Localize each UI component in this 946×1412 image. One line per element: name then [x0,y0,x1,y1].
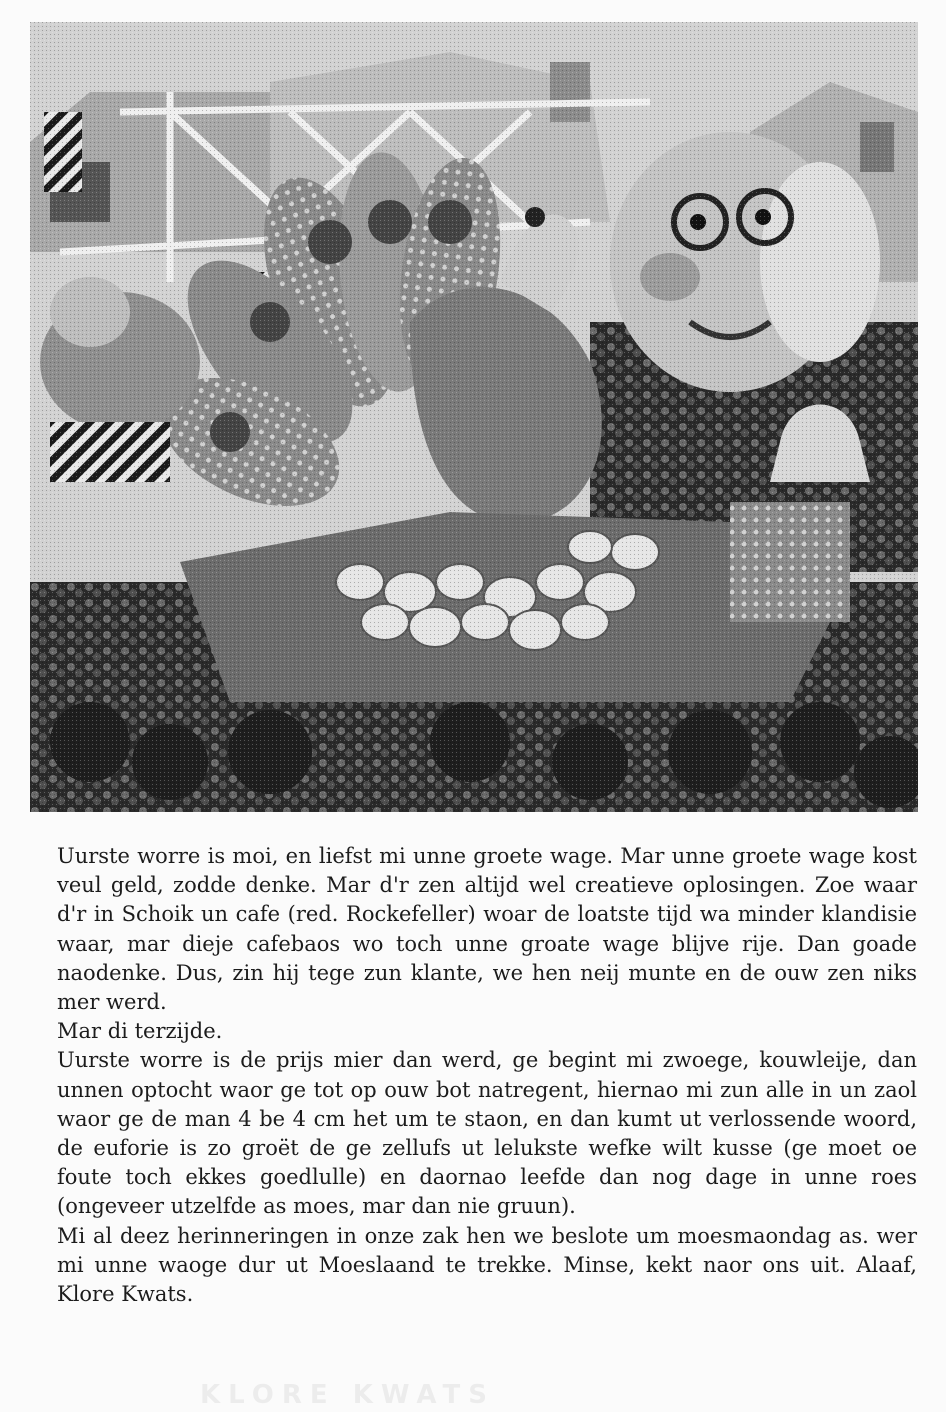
paragraph-2: Mar di terzijde. [57,1019,223,1044]
paragraph-3: Uurste worre is de prijs mier dan werd, ge begint mi zwoege, kouwleije, dan unnen optocht waor ge tot op ouw bot natregent, hiernao mi zun alle in un zaol waor ge de man 4 be 4 cm het um te staon, en dan kumt ut verlossende woord, de euforie is zo groët de ge zellufs ut lelukste wefke wilt kusse (ge moet oe foute toch ekkes goedlulle) en daornao leefde dan nog dage in unne roes (ongeveer utzelfde as moes, mar dan nie gruun). [57,1048,917,1219]
faint-watermark: KLORE KWATS [200,1380,495,1404]
photo-illustration [30,22,918,812]
article-text [57,842,917,1309]
paragraph-1: Uurste worre is moi, en liefst mi unne groete wage. Mar unne groete wage kost veul geld, zodde denke. Mar d'r zen altijd wel creatieve oplosingen. Zoe waar d'r in Schoik un cafe (red. Rockefeller) woar de loatste tijd wa minder klandisie waar, mar dieje cafebaos wo toch unne groate wage blijve rije. Dan goade naodenke. Dus, zin hij tege zun klante, we hen neij munte en de ouw zen niks mer werd. [57,844,917,1015]
paragraph-4: Mi al deez herinneringen in onze zak hen we beslote um moesmaondag as. wer mi unne waoge dur ut Moeslaand te trekke. Minse, kekt naor ons uit. Alaaf, Klore Kwats. [57,1223,917,1307]
carnival-float-photo [30,22,918,812]
